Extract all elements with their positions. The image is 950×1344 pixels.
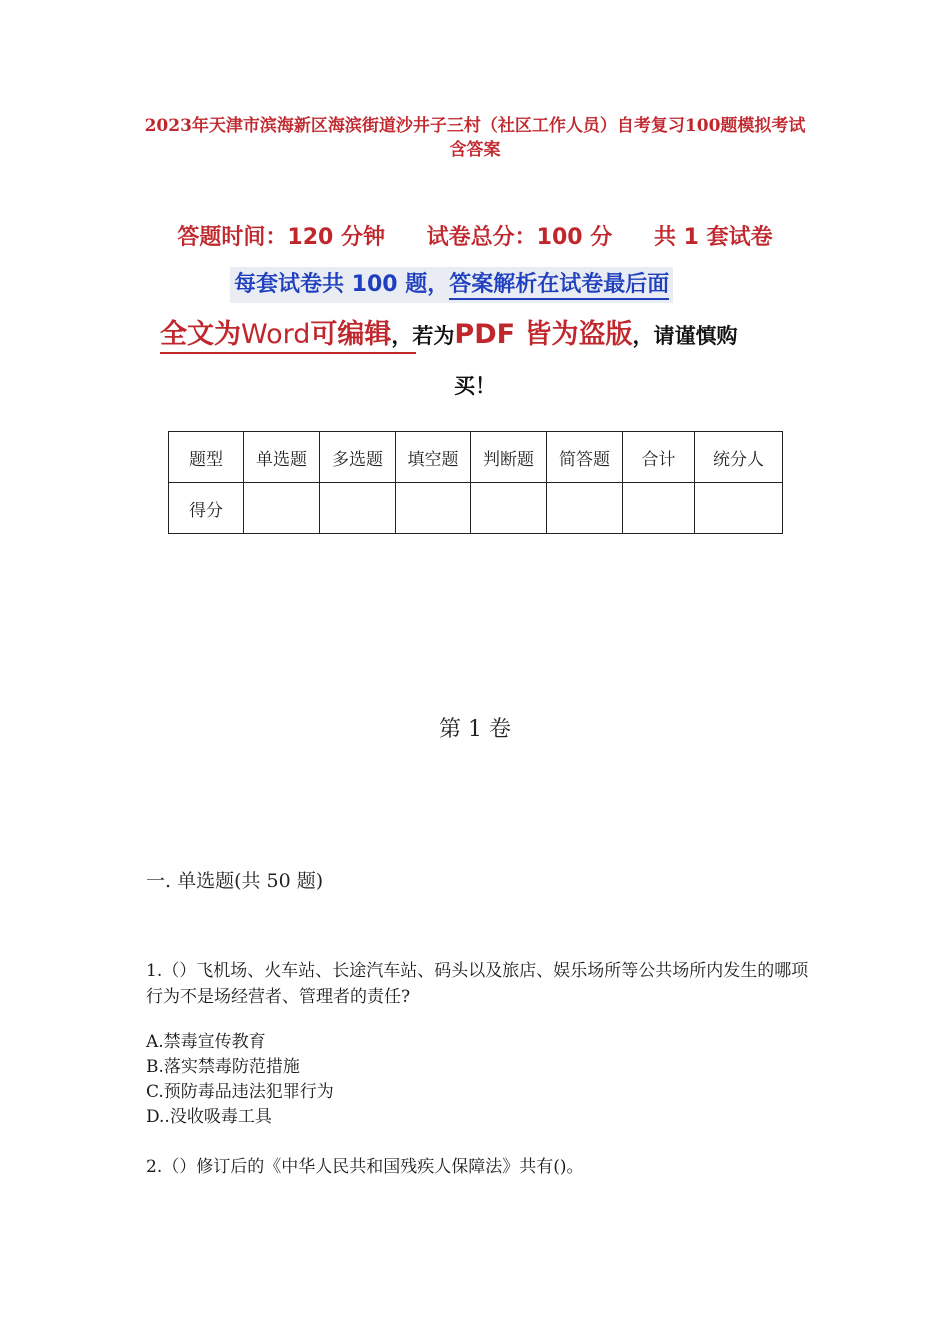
score-table-score-row	[169, 483, 783, 534]
score-cell	[623, 483, 695, 534]
part-title: 一. 单选题(共 50 题)	[146, 870, 324, 892]
warning-word: Word	[241, 319, 311, 350]
score-cell	[320, 483, 396, 534]
score-table	[168, 431, 783, 534]
exam-total-score: 试卷总分：100 分	[426, 225, 613, 250]
header-cell: 单选题	[244, 432, 320, 483]
answer-notice	[230, 267, 673, 303]
exam-time: 答题时间：120 分钟	[177, 225, 385, 250]
question-1: 1.（）飞机场、火车站、长途汽车站、码头以及旅店、娱乐场所等公共场所内发生的哪项行为不是场经营者、管理者的责任?	[146, 961, 809, 1007]
score-cell	[547, 483, 623, 534]
exam-set-count: 共 1 套试卷	[653, 225, 773, 250]
option-a: A.禁毒宣传教育	[146, 1032, 266, 1052]
header-cell: 题型	[169, 432, 244, 483]
piracy-warning	[160, 312, 800, 351]
warning-comma2: ，	[632, 324, 654, 348]
warning-part5: 请谨慎购	[653, 324, 738, 348]
document-title: 2023年天津市滨海新区海滨街道沙井子三村（社区工作人员）自考复习100题模拟考试含答案	[144, 116, 806, 160]
warning-line2: 买！	[454, 374, 496, 398]
header-cell: 判断题	[471, 432, 547, 483]
option-c: C.预防毒品违法犯罪行为	[146, 1082, 334, 1102]
warning-underline	[160, 352, 416, 354]
score-cell	[396, 483, 471, 534]
warning-comma1: ，	[391, 324, 413, 348]
answer-notice-prefix: 每套试卷共 100 题，	[234, 272, 450, 297]
volume-title: 第 1 卷	[439, 717, 511, 742]
option-b: B.落实禁毒防范措施	[146, 1057, 300, 1077]
warning-part4: PDF 皆为盗版	[454, 319, 633, 350]
question-1-options	[146, 1030, 334, 1130]
header-cell: 合计	[623, 432, 695, 483]
option-d: D..没收吸毒工具	[146, 1107, 272, 1127]
header-cell: 统分人	[695, 432, 783, 483]
warning-part1: 全文为	[160, 319, 241, 350]
header-cell: 多选题	[320, 432, 396, 483]
score-row-label: 得分	[169, 483, 244, 534]
question-2: 2.（）修订后的《中华人民共和国残疾人保障法》共有()。	[146, 1157, 584, 1177]
exam-meta	[0, 220, 950, 251]
score-cell	[695, 483, 783, 534]
warning-part3: 若为	[412, 324, 455, 348]
answer-notice-underlined: 答案解析在试卷最后面	[449, 272, 669, 300]
header-cell: 简答题	[547, 432, 623, 483]
header-cell: 填空题	[396, 432, 471, 483]
score-table-header-row	[169, 432, 783, 483]
score-cell	[244, 483, 320, 534]
warning-part2: 可编辑	[310, 319, 392, 350]
score-cell	[471, 483, 547, 534]
